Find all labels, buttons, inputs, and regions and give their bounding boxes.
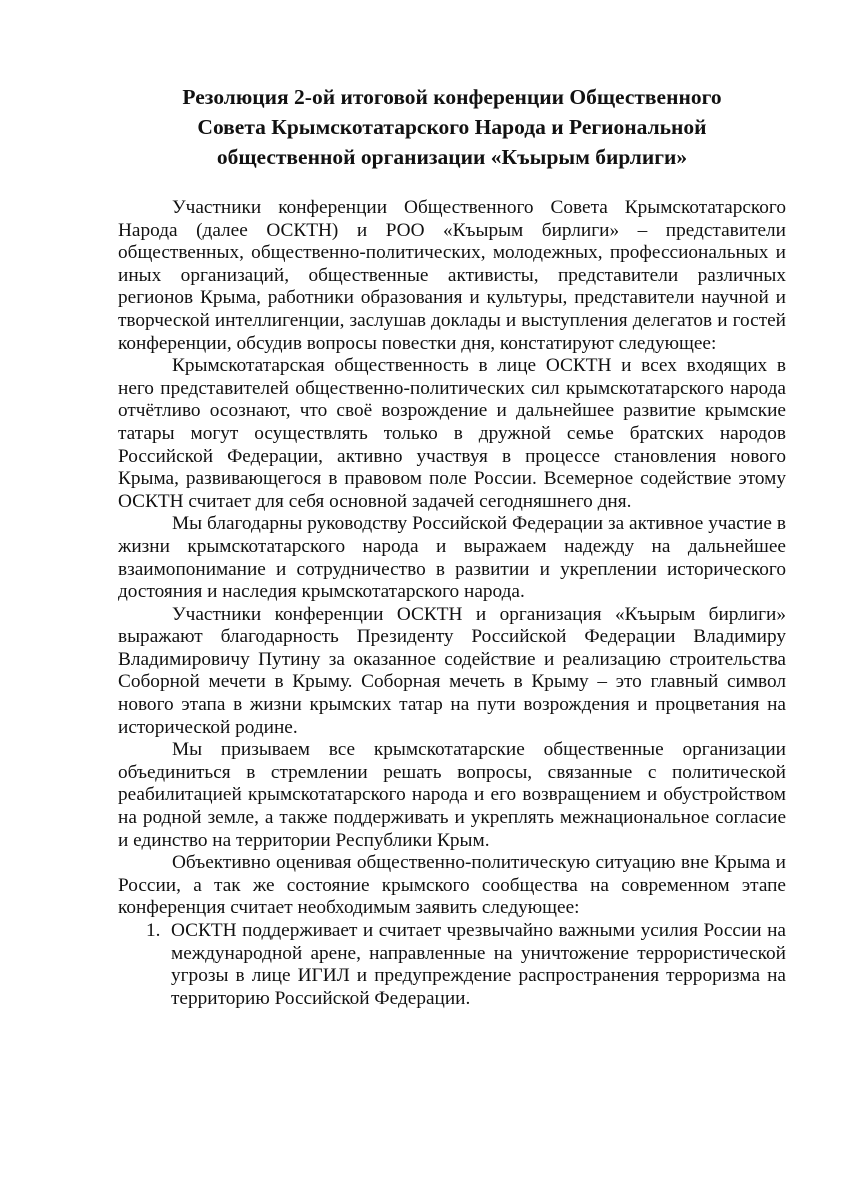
list-item xyxy=(118,920,786,1010)
title-line: общественной организации «Къырым бирлиги» xyxy=(216,145,688,169)
paragraph-revival: Крымскотатарская общественность в лице ОСКТН и всех входящих в него представителей общественно-политических сил крымскотатарского народа отчётливо осознают, что своё возрождение и дальнейшее развитие крымские татары могут осуществлять только в дружной семье братских народов Российской Федерации, активно участвуя в процессе становления нового Крыма, развивающегося в правовом поле России. Всемерное содействие этому ОСКТН считает для себя основной задачей сегодняшнего дня. xyxy=(118,355,786,512)
document-body xyxy=(118,197,786,1010)
title-line: Совета Крымскотатарского Народа и Региональной xyxy=(197,115,707,139)
paragraph-gratitude: Мы благодарны руководству Российской Федерации за активное участие в жизни крымскотатарского народа и выражаем надежду на дальнейшее взаимопонимание и сотрудничество в развитии и укреплении исторического достояния и наследия крымскотатарского народа. xyxy=(118,513,786,603)
paragraph-assessment: Объективно оценивая общественно-политическую ситуацию вне Крыма и России, а так же состояние крымского сообщества на современном этапе конференция считает необходимым заявить следующее: xyxy=(118,852,786,919)
resolution-list xyxy=(118,920,786,1010)
list-item-number: 1. xyxy=(146,920,161,941)
list-item-text: ОСКТН поддерживает и считает чрезвычайно важными усилия России на международной арене, направленные на уничтожение террористической угрозы в лице ИГИЛ и предупреждение распространения терроризма на территорию Российской Федерации. xyxy=(171,920,786,1009)
document-title xyxy=(118,82,786,172)
title-line: Резолюция 2-ой итоговой конференции Общественного xyxy=(182,85,722,109)
paragraph-mosque: Участники конференции ОСКТН и организация «Къырым бирлиги» выражают благодарность Президенту Российской Федерации Владимиру Владимировичу Путину за оказанное содействие и реализацию строительства Соборной мечети в Крыму. Соборная мечеть в Крыму – это главный символ нового этапа в жизни крымских татар на пути возрождения и процветания на исторической родине. xyxy=(118,603,786,738)
paragraph-appeal: Мы призываем все крымскотатарские общественные организации объединиться в стремлении решать вопросы, связанные с политической реабилитацией крымскотатарского народа и его возвращением и обустройством на родной земле, а также поддерживать и укреплять межнациональное согласие и единство на территории Республики Крым. xyxy=(118,739,786,851)
paragraph-intro: Участники конференции Общественного Совета Крымскотатарского Народа (далее ОСКТН) и РОО «Къырым бирлиги» – представители общественных, общественно-политических, молодежных, профессиональных и иных организаций, общественные активисты, представители различных регионов Крыма, работники образования и культуры, представители научной и творческой интеллигенции, заслушав доклады и выступления делегатов и гостей конференции, обсудив вопросы повестки дня, констатируют следующее: xyxy=(118,197,786,354)
